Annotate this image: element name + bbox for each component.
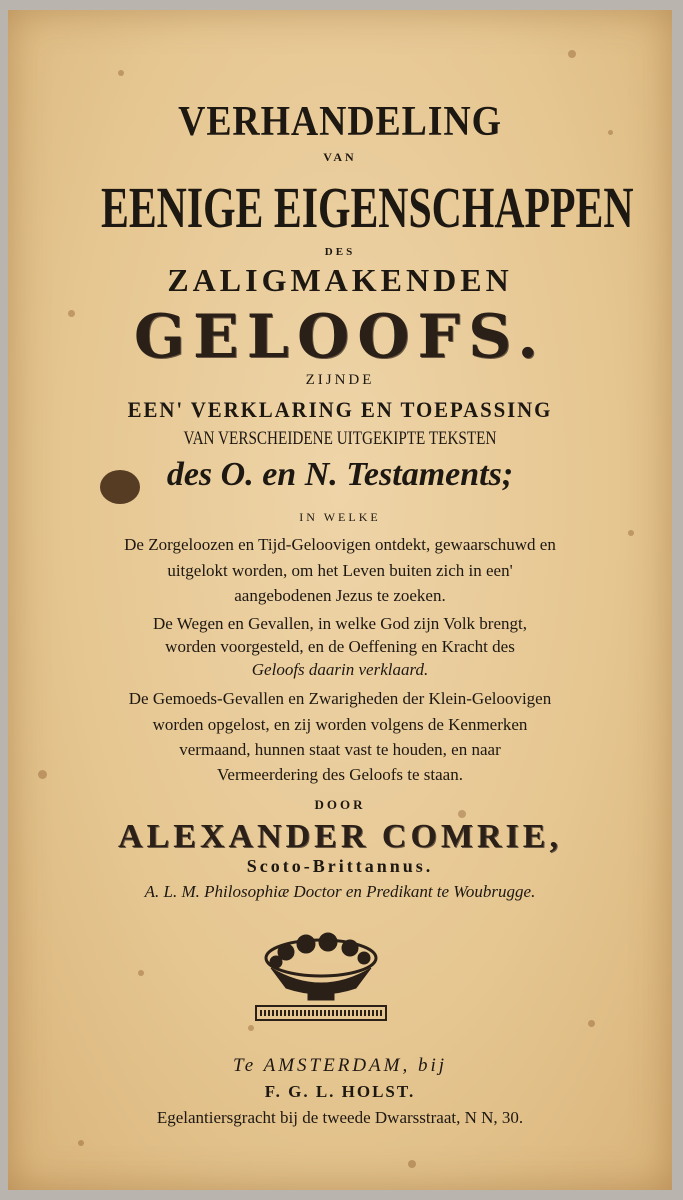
author-credentials: A. L. M. Philosophiæ Doctor en Predikant te Woubrugge.	[144, 882, 536, 901]
author-name: ALEXANDER COMRIE,	[118, 818, 562, 855]
subtitle-testaments: des O. en N. Testaments;	[166, 456, 514, 493]
title-page	[8, 10, 672, 1190]
subtitle-in-welke: IN WELKE	[299, 510, 381, 524]
subtitle-zijnde: ZIJNDE	[305, 372, 375, 388]
body-line: De Zorgeloozen en Tijd-Geloovigen ontdekt, gewaarschuwd en	[124, 535, 556, 554]
flower-basket-ornament-icon	[246, 928, 396, 1028]
body-line: Geloofs daarin verklaard.	[251, 660, 429, 679]
body-line: vermaand, hunnen staat vast te houden, en naar	[179, 740, 501, 759]
title-line-4: GELOOFS.	[133, 302, 547, 372]
body-line: Vermeerdering des Geloofs te staan.	[217, 765, 463, 784]
foxing-spot	[408, 1160, 416, 1168]
door-label: DOOR	[314, 797, 366, 812]
imprint-place: Te AMSTERDAM, bij	[232, 1055, 448, 1076]
foxing-spot	[138, 970, 144, 976]
body-line: uitgelokt worden, om het Leven buiten zich in een'	[167, 561, 513, 580]
title-line-1: VERHANDELING	[178, 99, 502, 145]
subtitle-verklaring: EEN' VERKLARING EN TOEPASSING	[127, 397, 553, 422]
imprint-address: Egelantiersgracht bij de tweede Dwarsstraat, N N, 30.	[156, 1108, 524, 1127]
title-line-2: EENIGE EIGENSCHAPPEN	[100, 175, 634, 240]
imprint-publisher: F. G. L. HOLST.	[264, 1082, 416, 1101]
body-line: worden voorgesteld, en de Oeffening en Kracht des	[165, 637, 515, 656]
foxing-spot	[568, 50, 576, 58]
foxing-spot	[588, 1020, 595, 1027]
title-van: VAN	[323, 150, 357, 164]
body-line: De Wegen en Gevallen, in welke God zijn Volk brengt,	[153, 614, 527, 633]
foxing-spot	[118, 70, 124, 76]
body-line: aangebodenen Jezus te zoeken.	[234, 586, 446, 605]
subtitle-teksten: VAN VERSCHEIDENE UITGEKIPTE TEKSTEN	[183, 428, 497, 449]
foxing-spot	[78, 1140, 84, 1146]
body-line: De Gemoeds-Gevallen en Zwarigheden der Klein-Geloovigen	[128, 689, 552, 708]
title-line-3: ZALIGMAKENDEN	[167, 262, 513, 298]
author-origin: Scoto-Brittannus.	[246, 856, 434, 876]
title-des: DES	[324, 246, 356, 258]
body-line: worden opgelost, en zij worden volgens de Kenmerken	[152, 715, 528, 734]
